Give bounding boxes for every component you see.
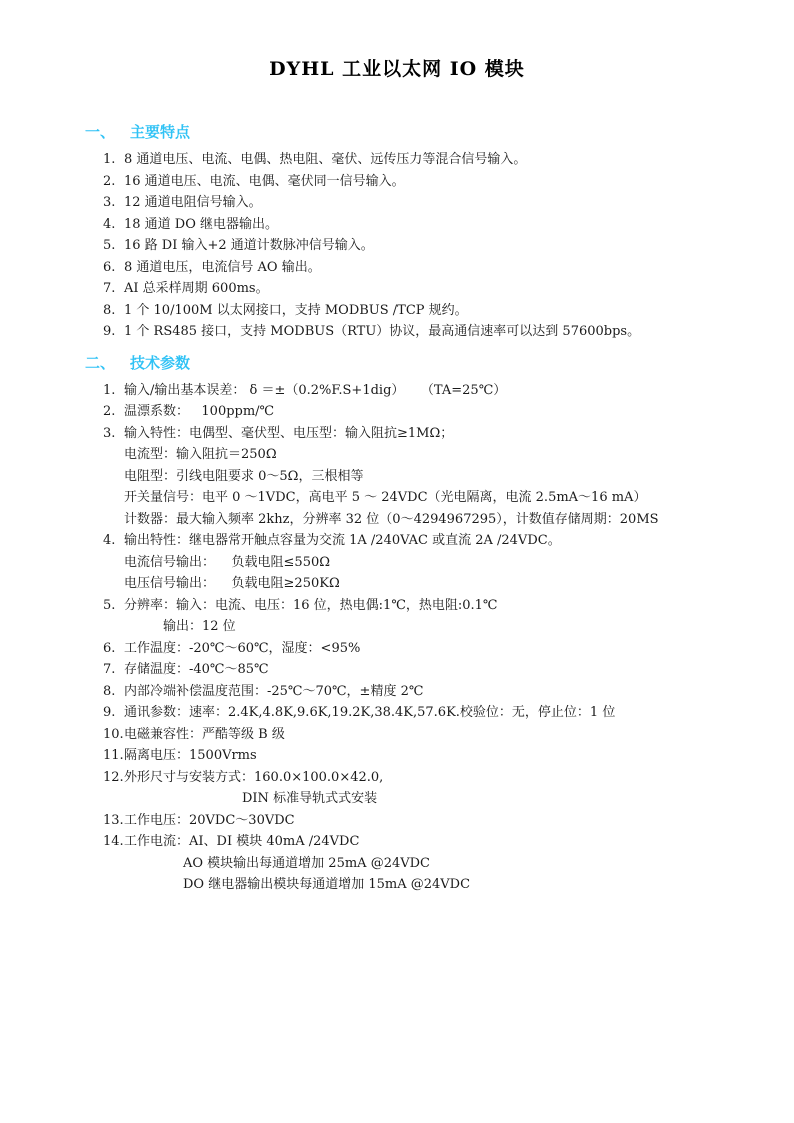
- list-item-text: 输入特性：电偶型、毫伏型、电压型：输入阻抗≥1MΩ；: [124, 425, 454, 441]
- list-item-main-line: [0, 321, 794, 343]
- list-item-continuation-line: 开关量信号：电平 0 ～1VDC，高电平 5 ～ 24VDC（光电隔离，电流 2.5mA～16 mA）: [124, 490, 647, 505]
- section-number: 二、: [85, 353, 116, 372]
- list-item-number: 2.: [103, 404, 116, 419]
- list-item-main-line: [0, 638, 794, 660]
- list-item-main-line: [0, 214, 794, 236]
- list-item-number: 7.: [103, 281, 116, 296]
- list-item-continuation-line: 电阻型：引线电阻要求 0～5Ω，三根相等: [124, 468, 364, 484]
- list-item-number: 13.: [103, 812, 124, 828]
- list-item-text: 1 个 10/100M 以太网接口，支持 MODBUS /TCP 规约。: [124, 302, 468, 318]
- section-heading-label: 主要特点: [130, 123, 191, 141]
- list-item-number: 3.: [103, 195, 116, 210]
- list-item-text: 输出特性：继电器常开触点容量为交流 1A /240VAC 或直流 2A /24VDC。: [124, 533, 561, 548]
- list-item-continuation-line: 输出：12 位: [163, 619, 236, 634]
- item-list: [0, 380, 794, 896]
- section-heading: [0, 123, 794, 141]
- list-item-number: 9.: [103, 324, 116, 339]
- list-item: [0, 235, 794, 257]
- list-item-text: 16 路 DI 输入+2 通道计数脉冲信号输入。: [124, 238, 374, 253]
- list-item-main-line: [0, 595, 794, 617]
- list-item-main-line: [0, 257, 794, 279]
- list-item-main-line: [0, 192, 794, 214]
- section-technical-parameters: [0, 354, 794, 896]
- list-item-main-line: [0, 530, 794, 552]
- list-item-main-line: [0, 659, 794, 681]
- list-item-number: 8.: [103, 302, 116, 318]
- list-item-text: 输入/输出基本误差： δ ＝±（0.2%F.S+1dig） （TA=25℃）: [124, 382, 507, 398]
- list-item-text: 内部冷端补偿温度范围：-25℃～70℃，±精度 2℃: [124, 683, 424, 699]
- list-item: [0, 745, 794, 767]
- list-item-main-line: [0, 423, 794, 445]
- list-item: [0, 767, 794, 810]
- list-item-main-line: [0, 745, 794, 767]
- list-item-number: 4.: [103, 216, 116, 232]
- list-item-text: 8 通道电压、电流、电偶、热电阻、毫伏、远传压力等混合信号输入。: [124, 152, 527, 167]
- list-item: [0, 423, 794, 531]
- list-item-number: 8.: [103, 683, 116, 699]
- list-item-number: 11.: [103, 748, 124, 763]
- list-item-main-line: [0, 300, 794, 322]
- list-item-main-line: [0, 810, 794, 832]
- list-item-number: 1.: [103, 382, 116, 398]
- list-item-text: 8 通道电压，电流信号 AO 输出。: [124, 259, 321, 275]
- section-heading: [0, 354, 794, 372]
- list-item-main-line: [0, 171, 794, 193]
- list-item-number: 2.: [103, 173, 116, 189]
- list-item-number: 7.: [103, 662, 116, 677]
- list-item: [0, 681, 794, 703]
- list-item-text: 外形尺寸与安装方式：160.0×100.0×42.0,: [124, 769, 384, 785]
- list-item: [0, 192, 794, 214]
- list-item-text: 16 通道电压、电流、电偶、毫伏同一信号输入。: [124, 173, 405, 189]
- list-item-continuation-line: 电压信号输出： 负载电阻≥250KΩ: [124, 576, 340, 591]
- list-item-text: 1 个 RS485 接口，支持 MODBUS（RTU）协议，最高通信速率可以达到 57600bps。: [124, 324, 641, 339]
- list-item: [0, 171, 794, 193]
- section-number: 一、: [85, 123, 116, 141]
- list-item-text: AI 总采样周期 600ms。: [124, 281, 269, 296]
- list-item: [0, 530, 794, 595]
- list-item-continuation-line: DIN 标准导轨式式安装: [242, 791, 378, 806]
- list-item: [0, 300, 794, 322]
- list-item-number: 5.: [103, 238, 116, 253]
- list-item-continuation-line: DO 继电器输出模块每通道增加 15mA @24VDC: [183, 877, 471, 892]
- list-item-main-line: [0, 278, 794, 300]
- list-item-number: 12.: [103, 769, 124, 785]
- list-item-number: 9.: [103, 705, 116, 720]
- document-title: DYHL 工业以太网 IO 模块: [269, 58, 525, 80]
- list-item: [0, 278, 794, 300]
- list-item-number: 1.: [103, 152, 116, 167]
- list-item: [0, 831, 794, 896]
- list-item-continuation-line: 电流信号输出： 负载电阻≤550Ω: [124, 554, 331, 570]
- list-item-continuation-line: 计数器：最大输入频率 2khz，分辨率 32 位（0～4294967295），计数值存储周期：20MS: [124, 511, 659, 527]
- list-item-text: 温漂系数： 100ppm/℃: [124, 404, 275, 419]
- list-item-text: 工作电压：20VDC～30VDC: [124, 812, 295, 828]
- list-item-text: 12 通道电阻信号输入。: [124, 195, 262, 210]
- list-item: [0, 321, 794, 343]
- list-item-text: 工作温度：-20℃～60℃，湿度：<95%: [124, 640, 361, 656]
- list-item: [0, 659, 794, 681]
- list-item-text: 工作电流：AI、DI 模块 40mA /24VDC: [124, 834, 360, 849]
- list-item-text: 隔离电压：1500Vrms: [124, 748, 257, 763]
- list-item-main-line: [0, 681, 794, 703]
- list-item: [0, 724, 794, 746]
- list-item-number: 4.: [103, 533, 116, 548]
- list-item: [0, 595, 794, 638]
- list-item-number: 14.: [103, 834, 124, 849]
- list-item-text: 18 通道 DO 继电器输出。: [124, 216, 279, 232]
- list-item-main-line: [0, 724, 794, 746]
- list-item-text: 电磁兼容性：严酷等级 B 级: [124, 726, 285, 742]
- list-item-main-line: [0, 235, 794, 257]
- list-item: [0, 702, 794, 724]
- list-item-text: 通讯参数：速率：2.4K,4.8K,9.6K,19.2K,38.4K,57.6K.校验位：无，停止位：1 位: [124, 705, 616, 720]
- list-item: [0, 810, 794, 832]
- list-item: [0, 149, 794, 171]
- list-item: [0, 401, 794, 423]
- list-item-main-line: [0, 380, 794, 402]
- section-main-features: [0, 123, 794, 343]
- list-item: [0, 380, 794, 402]
- list-item-main-line: [0, 702, 794, 724]
- list-item-main-line: [0, 767, 794, 789]
- list-item-continuation-line: AO 模块输出每通道增加 25mA @24VDC: [183, 855, 431, 871]
- list-item-main-line: [0, 831, 794, 853]
- item-list: [0, 149, 794, 343]
- list-item-number: 3.: [103, 425, 116, 441]
- list-item-number: 6.: [103, 259, 116, 275]
- list-item-number: 10.: [103, 726, 124, 742]
- list-item-number: 5.: [103, 597, 116, 613]
- list-item: [0, 638, 794, 660]
- list-item-number: 6.: [103, 640, 116, 656]
- list-item: [0, 257, 794, 279]
- list-item: [0, 214, 794, 236]
- section-heading-label: 技术参数: [130, 353, 191, 372]
- list-item-main-line: [0, 401, 794, 423]
- list-item-continuation-line: 电流型：输入阻抗＝250Ω: [124, 447, 277, 462]
- list-item-text: 分辨率：输入：电流、电压：16 位，热电偶:1℃，热电阻:0.1℃: [124, 597, 498, 613]
- list-item-text: 存储温度：-40℃～85℃: [124, 662, 269, 677]
- list-item-main-line: [0, 149, 794, 171]
